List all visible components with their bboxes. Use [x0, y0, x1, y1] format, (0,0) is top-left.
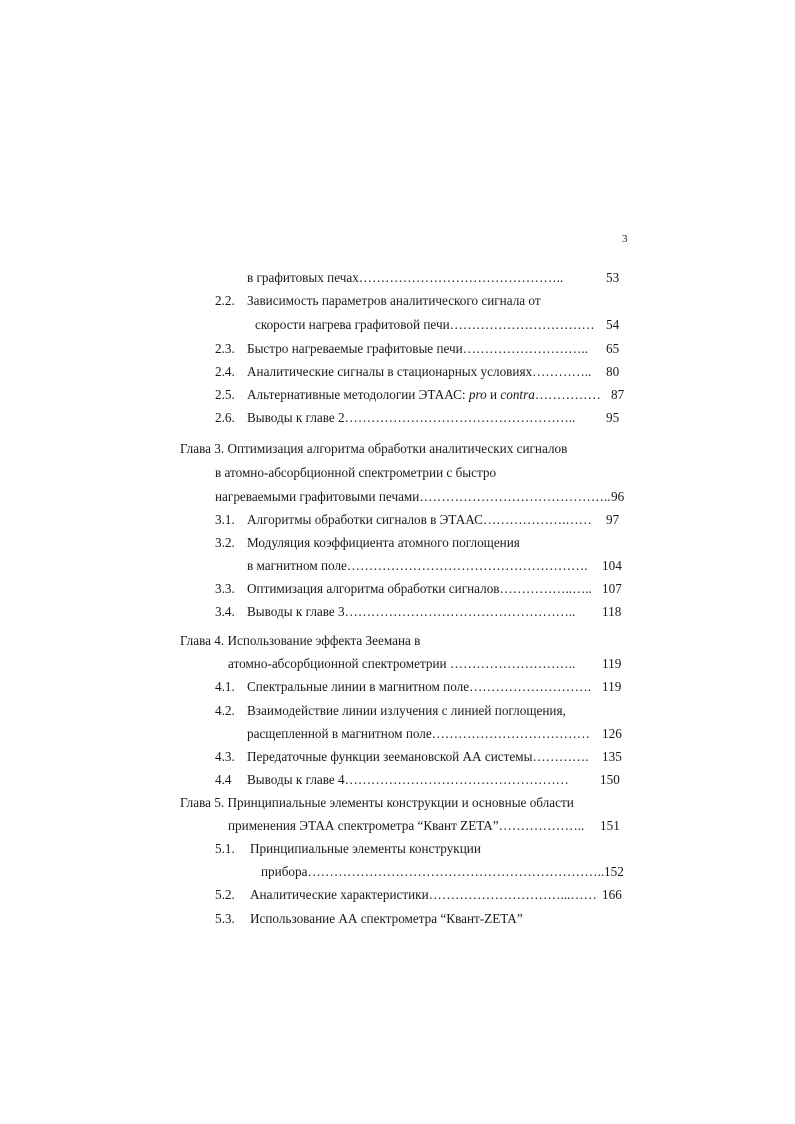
toc-text: и: [486, 387, 501, 402]
toc-page: 97: [606, 512, 620, 527]
toc-entry-5-3: Использование АА спектрометра “Квант-ZETA”: [250, 911, 523, 926]
toc-page: 95: [606, 410, 620, 425]
toc-chapter-5-cont: применения ЭТАА спектрометра “Квант ZETA”………………..: [228, 818, 585, 833]
toc-entry-5-1-cont: прибора…………………………………………………………..: [261, 864, 605, 879]
toc-entry-2-2: Зависимость параметров аналитического сигнала от: [247, 293, 541, 308]
toc-chapter-3-cont: нагреваемыми графитовыми печами……………………………………..: [215, 489, 611, 504]
toc-page: 166: [602, 887, 622, 902]
toc-chapter-4: Глава 4. Использование эффекта Зеемана в: [180, 633, 421, 648]
toc-entry-5-2: Аналитические характеристики…………………………...……: [250, 887, 597, 902]
toc-entry-2-5: [247, 387, 601, 403]
toc-entry-3-1: Алгоритмы обработки сигналов в ЭТААС……………….……: [247, 512, 592, 527]
toc-text-italic: contra: [500, 387, 535, 402]
toc-number: 3.3.: [215, 581, 235, 596]
toc-entry-2-4: Аналитические сигналы в стационарных условиях…………..: [247, 364, 592, 379]
toc-entry-2-2-cont: скорости нагрева графитовой печи……………………………: [255, 317, 595, 332]
toc-number: 5.2.: [215, 887, 235, 902]
toc-entry-3-3: Оптимизация алгоритма обработки сигналов……………..…..: [247, 581, 592, 596]
toc-entry-3-2-cont: в магнитном поле……………………………………………….: [247, 558, 588, 573]
toc-page: 107: [602, 581, 622, 596]
toc-number: 3.2.: [215, 535, 235, 550]
toc-number: 2.6.: [215, 410, 235, 425]
toc-number: 3.1.: [215, 512, 235, 527]
toc-number: 2.4.: [215, 364, 235, 379]
toc-chapter-5: Глава 5. Принципиальные элементы конструкции и основные области: [180, 795, 574, 810]
toc-text-italic: pro: [468, 387, 487, 402]
toc-page: 152: [604, 864, 624, 879]
toc-chapter-3-cont: в атомно-абсорбционной спектрометрии с быстро: [215, 465, 497, 480]
toc-number: 5.1.: [215, 841, 235, 856]
toc-entry-4-4: Выводы к главе 4……………………………………………: [247, 772, 569, 787]
toc-page: 104: [602, 558, 622, 573]
toc-page: 119: [602, 656, 622, 671]
toc-page: 135: [602, 749, 622, 764]
toc-entry-4-2-cont: расщепленной в магнитном поле………………………………: [247, 726, 590, 741]
toc-page: 53: [606, 270, 620, 285]
toc-number: 2.5.: [215, 387, 235, 402]
toc-number: 2.2.: [215, 293, 235, 308]
toc-page: 126: [602, 726, 622, 741]
toc-chapter-3: Глава 3. Оптимизация алгоритма обработки аналитических сигналов: [180, 441, 568, 456]
toc-page: 150: [600, 772, 620, 787]
toc-page: 118: [602, 604, 622, 619]
toc-number: 3.4.: [215, 604, 235, 619]
toc-page: 54: [606, 317, 620, 332]
toc-page: 151: [600, 818, 620, 833]
toc-entry-5-1: Принципиальные элементы конструкции: [250, 841, 481, 856]
toc-entry-4-1: Спектральные линии в магнитном поле……………………….: [247, 679, 592, 694]
page-number: 3: [622, 233, 628, 245]
toc-page: 119: [602, 679, 622, 694]
toc-entry-4-2: Взаимодействие линии излучения с линией поглощения,: [247, 703, 566, 718]
toc-entry-3-4: Выводы к главе 3……………………………………………..: [247, 604, 576, 619]
toc-entry-2-6: Выводы к главе 2……………………………………………..: [247, 410, 576, 425]
toc-number: 4.2.: [215, 703, 235, 718]
toc-page: 65: [606, 341, 620, 356]
toc-text: Альтернативные методологии ЭТААС:: [247, 387, 469, 402]
toc-entry-4-3: Передаточные функции зеемановской АА системы………….: [247, 749, 589, 764]
toc-leader: ……………: [534, 387, 601, 402]
toc-number: 4.4: [215, 772, 232, 787]
toc-entry-3-2: Модуляция коэффициента атомного поглощения: [247, 535, 520, 550]
toc-page: 96: [611, 489, 625, 504]
toc-number: 2.3.: [215, 341, 235, 356]
toc-number: 4.3.: [215, 749, 235, 764]
toc-number: 4.1.: [215, 679, 235, 694]
toc-chapter-4-cont: атомно-абсорбционной спектрометрии ………………………..: [228, 656, 576, 671]
toc-entry-2-3: Быстро нагреваемые графитовые печи………………………..: [247, 341, 589, 356]
toc-page: 87: [611, 387, 625, 402]
toc-entry-2-1-cont: в графитовых печах………………………………………..: [247, 270, 564, 285]
toc-page: 80: [606, 364, 620, 379]
toc-number: 5.3.: [215, 911, 235, 926]
